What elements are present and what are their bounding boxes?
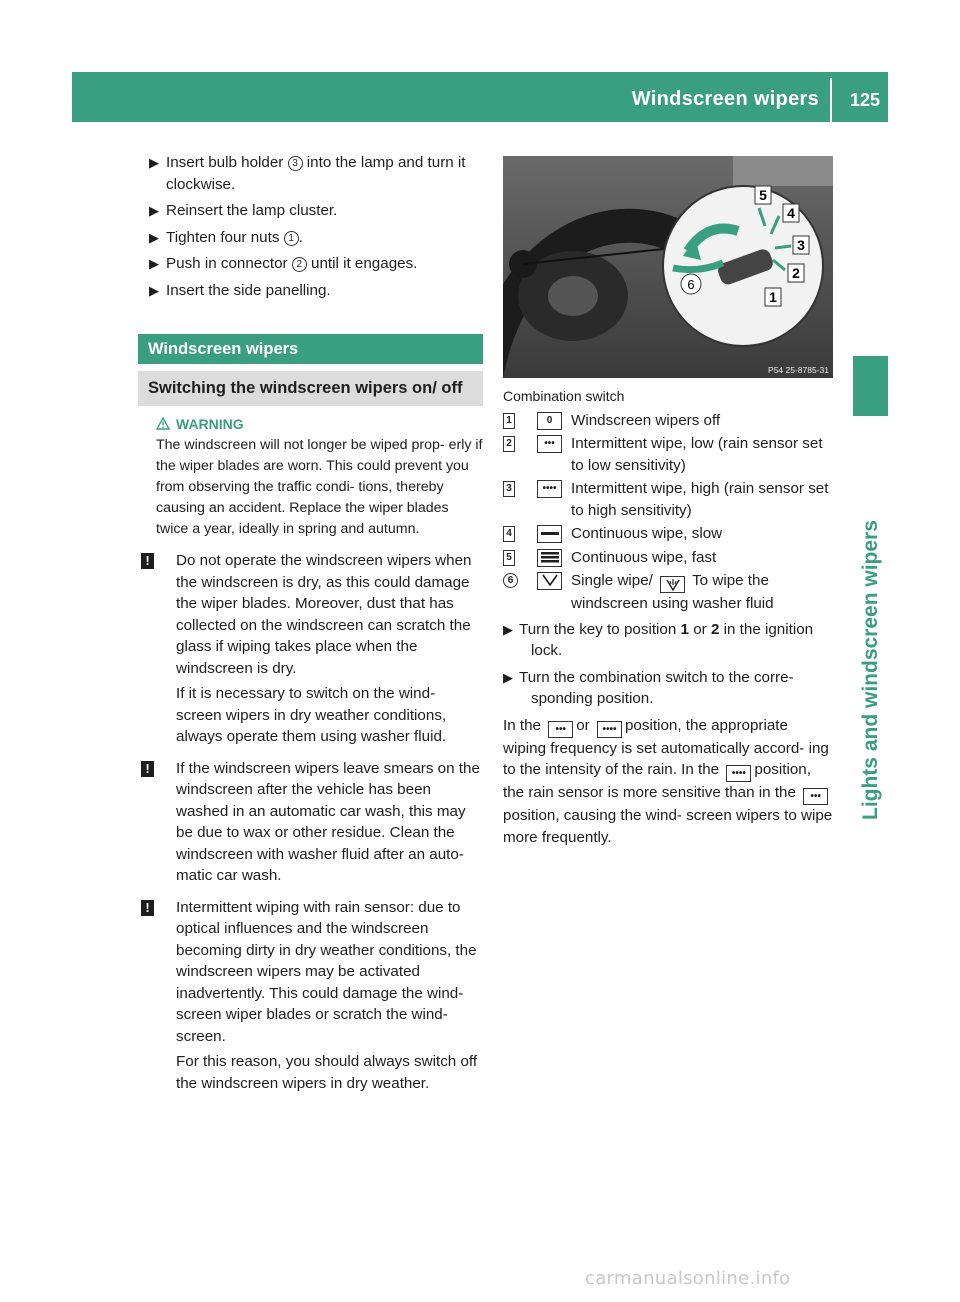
step-item	[138, 152, 483, 195]
header-separator	[830, 78, 832, 122]
legend-text: Single wipe/	[571, 572, 653, 589]
callout-number: 3	[288, 156, 303, 171]
warning-title-text: WARNING	[176, 416, 244, 432]
step-text: Insert the side panelling.	[166, 281, 331, 299]
step-item	[138, 253, 483, 275]
photo-code: P54 25-8785-31	[768, 365, 829, 375]
note-paragraph: Do not operate the windscreen wipers when the windscreen is dry, as this could damage the wiper blades. Moreover, dust that has collected on the windscreen can scratch the glass if wiping takes place when the windscreen is dry.	[176, 552, 472, 677]
warning-triangle-icon	[156, 417, 170, 430]
step-text: .	[298, 228, 303, 246]
intermittent-high-icon: ••••	[726, 765, 751, 782]
single-wipe-icon	[537, 572, 562, 590]
steering-wheel-illustration	[503, 156, 833, 378]
subsection-heading: Switching the windscreen wipers on/ off	[138, 371, 483, 406]
step-text: in the ignition lock.	[531, 620, 814, 659]
page-number: 125	[849, 90, 880, 110]
intermittent-low-icon: •••	[548, 721, 573, 738]
legend-key: 5	[503, 550, 515, 566]
legend-item	[503, 547, 833, 569]
continuous-slow-icon	[537, 525, 562, 543]
intermittent-high-icon: ••••	[597, 721, 622, 738]
legend-key: 4	[503, 526, 515, 542]
arrow-bullet-icon: ▶	[503, 669, 513, 685]
paragraph-text: position, causing the wind- screen wipers to wipe more frequently.	[503, 807, 833, 846]
legend-text: Intermittent wipe, high (rain sensor set to high sensitivity)	[571, 480, 829, 519]
rain-sensor-paragraph	[503, 715, 833, 849]
side-tab-label: Lights and windscreen wipers	[859, 520, 882, 820]
note-paragraph: If it is necessary to switch on the wind- screen wipers in dry weather conditions, always operate them using washer fluid.	[176, 685, 447, 745]
arrow-bullet-icon: ▶	[149, 282, 159, 298]
legend-item	[503, 410, 833, 432]
step-item	[503, 619, 833, 662]
legend-text: Continuous wipe, slow	[571, 525, 723, 542]
svg-text:3: 3	[797, 237, 805, 253]
step-text: Tighten four nuts	[166, 228, 284, 246]
paragraph-text: In the	[503, 716, 541, 734]
section-heading: Windscreen wipers	[138, 334, 483, 364]
svg-text:1: 1	[769, 289, 777, 305]
step-item	[138, 200, 483, 222]
paragraph-text: position, the appropriate wiping frequency is set automatically accord- ing to the intensity of the rain. In the	[503, 716, 829, 778]
paragraph-text: position, the rain sensor is more sensitive than in the	[503, 761, 811, 801]
svg-text:2: 2	[792, 265, 800, 281]
site-watermark: carmanualsonline.info	[585, 1268, 791, 1289]
right-column	[503, 152, 833, 848]
legend-key: 1	[503, 413, 515, 429]
svg-text:5: 5	[759, 187, 767, 203]
note-paragraph: If the windscreen wipers leave smears on the windscreen after the vehicle has been washed in an automatic car wash, this may be due to wax or other residue. Clean the windscreen with washer fluid after an auto- matic car wash.	[176, 759, 480, 884]
side-tab-block	[853, 356, 888, 416]
step-text: into the lamp and turn it clockwise.	[166, 154, 466, 193]
washer-fluid-icon	[660, 576, 685, 593]
arrow-bullet-icon: ▶	[149, 229, 159, 245]
header-title: Windscreen wipers	[631, 88, 819, 110]
legend-key: 2	[503, 436, 515, 452]
legend-text: To wipe the windscreen using washer fluid	[571, 572, 774, 612]
svg-text:6: 6	[687, 277, 695, 292]
step-text: Insert bulb holder	[166, 154, 288, 171]
note-block	[138, 550, 483, 748]
callout-number: 2	[292, 257, 307, 272]
step-item	[138, 280, 483, 302]
legend-key: 6	[503, 573, 518, 588]
legend-item	[503, 433, 833, 476]
step-text: Push in connector	[166, 255, 292, 272]
intermittent-low-icon: •••	[803, 788, 828, 805]
wiper-off-icon: 0	[537, 412, 562, 430]
warning-box	[138, 414, 483, 540]
note-paragraph: Intermittent wiping with rain sensor: due to optical influences and the windscreen becoming dirty in dry weather conditions, the windscreen wipers may be activated inadvertently. This could damage the wind- screen wiper blades or scratch the wind- screen.	[176, 898, 477, 1045]
exclamation-icon: !	[141, 553, 154, 569]
arrow-bullet-icon: ▶	[149, 256, 159, 271]
svg-text:4: 4	[787, 205, 795, 221]
step-text: Reinsert the lamp cluster.	[166, 202, 338, 219]
continuous-fast-icon	[537, 549, 562, 567]
legend-item	[503, 478, 833, 521]
arrow-bullet-icon: ▶	[149, 203, 159, 218]
combination-switch-photo	[503, 156, 833, 378]
exclamation-icon: !	[141, 761, 154, 777]
step-text: or	[688, 620, 711, 638]
page-header	[72, 72, 888, 122]
warning-text: The windscreen will not longer be wiped prop- erly if the wiper blades are worn. This could prevent you from observing the traffic condi- tions, thereby causing an accident. Replace the wiper blades twice a year, ideally in spring and autumn.	[156, 437, 483, 537]
step-text: Turn the combination switch to the corre- sponding position.	[519, 668, 794, 707]
figure-caption: Combination switch	[503, 388, 625, 404]
legend-key: 3	[503, 481, 515, 497]
step-text: Turn the key to position	[519, 620, 681, 638]
note-block	[138, 897, 483, 1095]
step-item	[138, 227, 483, 249]
note-paragraph: For this reason, you should always switch off the windscreen wipers in dry weather.	[176, 1053, 478, 1092]
exclamation-icon: !	[141, 900, 154, 916]
note-block	[138, 758, 483, 887]
legend-text: Windscreen wipers off	[571, 411, 721, 429]
legend-item	[503, 570, 833, 615]
step-item	[503, 667, 833, 710]
arrow-bullet-icon: ▶	[149, 155, 159, 170]
paragraph-text: or	[576, 716, 590, 734]
legend-text: Continuous wipe, fast	[571, 548, 717, 566]
intermittent-low-icon: •••	[537, 435, 562, 453]
intermittent-high-icon: ••••	[537, 480, 562, 498]
left-column	[138, 152, 483, 1098]
position-number: 2	[710, 620, 720, 638]
step-text: until it engages.	[306, 255, 418, 272]
arrow-bullet-icon: ▶	[503, 621, 513, 637]
warning-title	[156, 414, 483, 435]
position-number: 1	[680, 620, 689, 638]
callout-number: 1	[284, 231, 299, 246]
legend-item	[503, 523, 833, 545]
legend-text: Intermittent wipe, low (rain sensor set to low sensitivity)	[571, 435, 823, 474]
